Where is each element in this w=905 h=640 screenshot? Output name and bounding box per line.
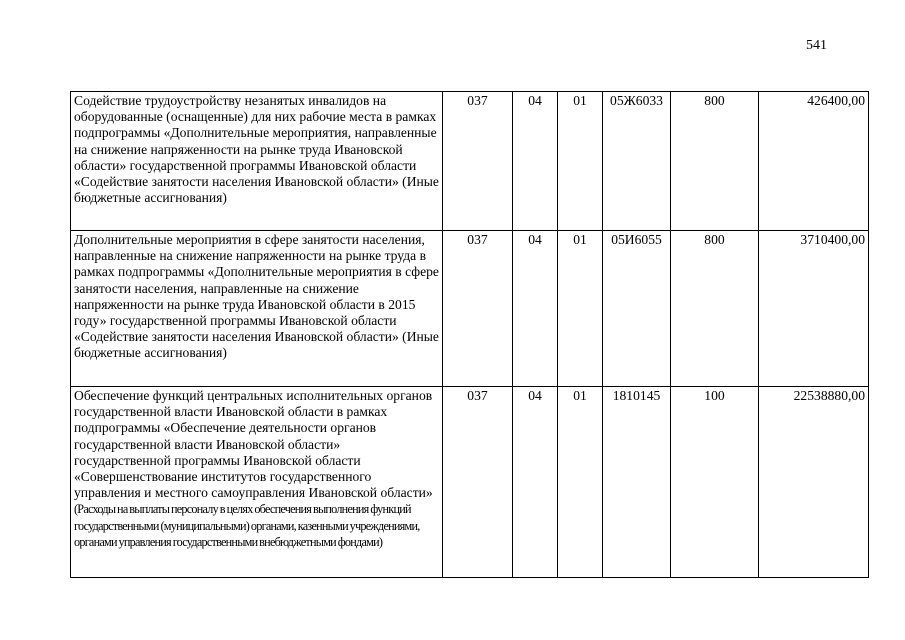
- target-article-code: 05Ж6033: [603, 92, 671, 231]
- expense-type-code: 100: [671, 387, 759, 578]
- section-code: 04: [513, 387, 558, 578]
- target-article-code: 1810145: [603, 387, 671, 578]
- amount-value: 426400,00: [759, 92, 869, 231]
- row-description: Содействие трудоустройству незанятых инвалидов на оборудованные (оснащенные) для них рабочие места в рамках подпрограммы «Дополнительные мероприятия, направленные на снижение напряженности на рынке труда Ивановской области» государственной программы Ивановской области «Содействие занятости населения Ивановской области» (Иные бюджетные ассигнования): [71, 92, 443, 231]
- subsection-code: 01: [558, 92, 603, 231]
- subsection-code: 01: [558, 231, 603, 387]
- section-code: 04: [513, 231, 558, 387]
- subsection-code: 01: [558, 387, 603, 578]
- row-description: Обеспечение функций центральных исполнительных органов государственной власти Ивановской области в рамках подпрограммы «Обеспечение деятельности органов государственной власти Ивановской области» государственной программы Ивановской области «Совершенствование институтов государственного управления и местного самоуправления Ивановской области» (Расходы на выплаты персоналу в целях обеспечения выполнения функций государственными (муниципальными) органами, казенными учреждениями, органами управления государственными внебюджетными фондами): [71, 387, 443, 578]
- row-description-tail: (Расходы на выплаты персоналу в целях обеспечения выполнения функций государственными (муниципальными) органами, казенными учреждениями, органами управления государственными внебюджетными фондами): [74, 502, 420, 549]
- ministry-code: 037: [443, 92, 513, 231]
- expense-type-code: 800: [671, 231, 759, 387]
- page-number: 541: [806, 38, 827, 53]
- table-row: [71, 231, 869, 387]
- ministry-code: 037: [443, 231, 513, 387]
- section-code: 04: [513, 92, 558, 231]
- row-description: Дополнительные мероприятия в сфере занятости населения, направленные на снижение напряженности на рынке труда в рамках подпрограммы «Дополнительные мероприятия в сфере занятости населения, направленные на снижение напряженности на рынке труда Ивановской области в 2015 году» государственной программы Ивановской области «Содействие занятости населения Ивановской области» (Иные бюджетные ассигнования): [71, 231, 443, 387]
- table-row: [71, 92, 869, 231]
- expense-type-code: 800: [671, 92, 759, 231]
- ministry-code: 037: [443, 387, 513, 578]
- target-article-code: 05И6055: [603, 231, 671, 387]
- budget-table: [70, 91, 869, 578]
- amount-value: 22538880,00: [759, 387, 869, 578]
- amount-value: 3710400,00: [759, 231, 869, 387]
- table-row: [71, 387, 869, 578]
